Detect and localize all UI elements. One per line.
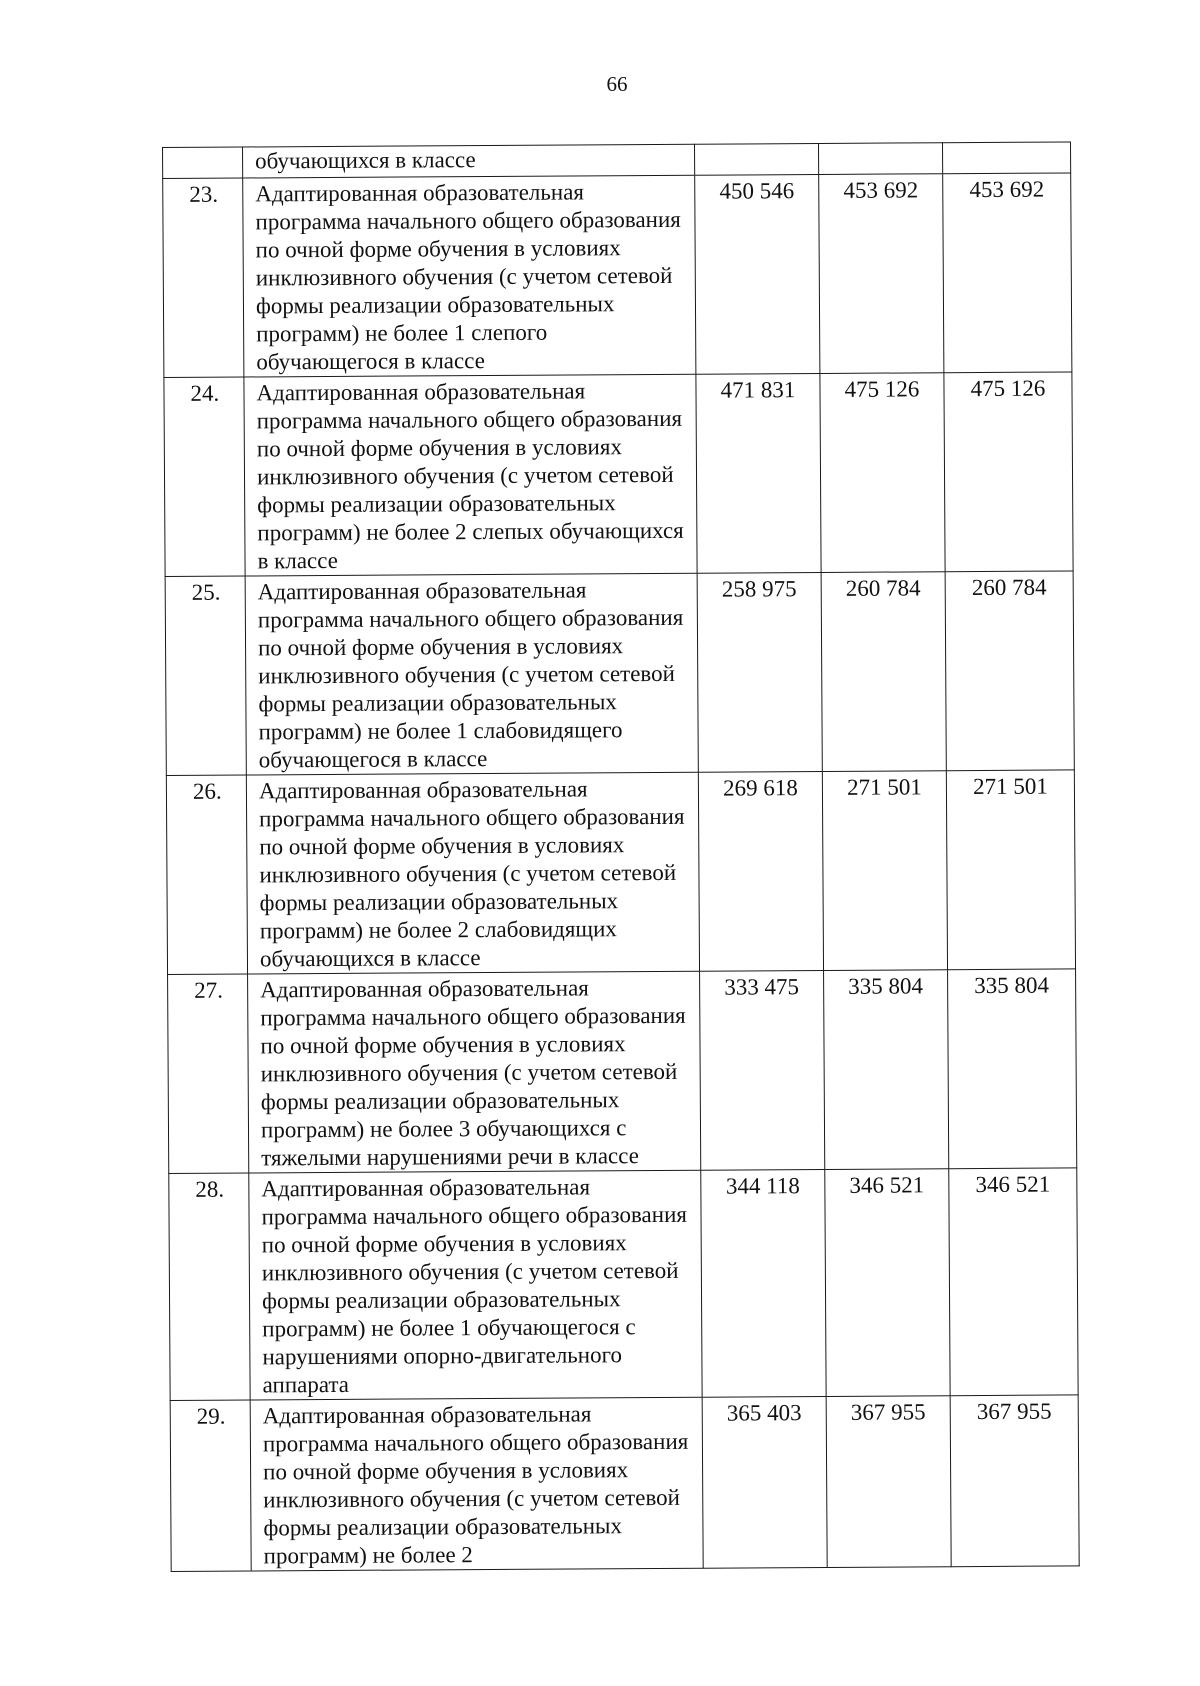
row-description: Адаптированная образовательная программа начального общего образования по очной форме обучения в условиях инклюзивного обучения (с учетом сетевой формы реализации образовательных программ) не более 1 слабовидящего обучающегося в классе — [245, 573, 698, 775]
tariff-table — [162, 141, 1080, 1572]
value-cell-2: 475 126 — [820, 373, 945, 573]
row-number: 27. — [168, 974, 249, 1173]
value-cell-2: 346 521 — [825, 1169, 950, 1397]
value-cell-2: 271 501 — [822, 771, 947, 971]
value-cell-1 — [694, 143, 818, 175]
row-number: 29. — [170, 1400, 251, 1571]
value-cell-1: 365 403 — [702, 1396, 827, 1568]
value-cell-1: 471 831 — [696, 373, 821, 573]
row-description: Адаптированная образовательная программа начального общего образования по очной форме обучения в условиях инклюзивного обучения (с учетом сетевой формы реализации образовательных программ) не более 1 слепого обучающегося в классе — [243, 175, 696, 377]
table-row — [163, 173, 1072, 378]
table-row — [169, 1168, 1078, 1401]
table-row — [164, 372, 1073, 577]
value-cell-2 — [818, 143, 942, 175]
value-cell-3: 367 955 — [950, 1395, 1079, 1567]
row-description: Адаптированная образовательная программа начального общего образования по очной форме обучения в условиях инклюзивного обучения (с учетом сетевой формы реализации образовательных программ) не более 2 — [250, 1397, 703, 1571]
value-cell-3: 260 784 — [945, 571, 1074, 771]
table-row — [170, 1395, 1079, 1572]
value-cell-1: 269 618 — [698, 771, 823, 971]
row-description: Адаптированная образовательная программа начального общего образования по очной форме обучения в условиях инклюзивного обучения (с учетом сетевой формы реализации образовательных программ) не более 2 слабовидящих обучающихся в классе — [246, 772, 699, 974]
row-description: Адаптированная образовательная программа начального общего образования по очной форме обучения в условиях инклюзивного обучения (с учетом сетевой формы реализации образовательных программ) не более 3 обучающихся с тяжелыми нарушениями речи в классе — [248, 971, 701, 1173]
row-description: Адаптированная образовательная программа начального общего образования по очной форме обучения в условиях инклюзивного обучения (с учетом сетевой формы реализации образовательных программ) не более 2 слепых обучающихся в классе — [244, 374, 697, 576]
row-description: обучающихся в классе — [243, 144, 695, 178]
value-cell-3: 453 692 — [943, 173, 1072, 373]
value-cell-1: 450 546 — [695, 174, 820, 374]
row-number: 25. — [165, 576, 246, 775]
value-cell-3: 271 501 — [946, 770, 1075, 970]
value-cell-3: 335 804 — [948, 969, 1077, 1169]
value-cell-1: 333 475 — [700, 970, 825, 1170]
value-cell-2: 260 784 — [821, 572, 946, 772]
value-cell-1: 258 975 — [697, 572, 822, 772]
value-cell-3 — [942, 142, 1070, 174]
row-description: Адаптированная образовательная программа начального общего образования по очной форме обучения в условиях инклюзивного обучения (с учетом сетевой формы реализации образовательных программ) не более 1 обучающегося с нарушениями опорно-двигательного аппарата — [249, 1170, 702, 1400]
value-cell-3: 475 126 — [944, 372, 1073, 572]
table-row — [166, 770, 1075, 975]
value-cell-3: 346 521 — [949, 1168, 1078, 1396]
row-number-cell — [163, 147, 243, 178]
table-row — [168, 969, 1077, 1174]
value-cell-1: 344 118 — [701, 1169, 826, 1397]
value-cell-2: 335 804 — [824, 970, 949, 1170]
value-cell-2: 367 955 — [826, 1396, 951, 1568]
row-number: 26. — [166, 775, 247, 974]
row-number: 24. — [164, 377, 245, 576]
row-number: 28. — [169, 1173, 250, 1400]
table-row — [165, 571, 1074, 776]
page-number: 66 — [606, 72, 628, 96]
value-cell-2: 453 692 — [819, 174, 944, 374]
row-number: 23. — [163, 178, 244, 377]
